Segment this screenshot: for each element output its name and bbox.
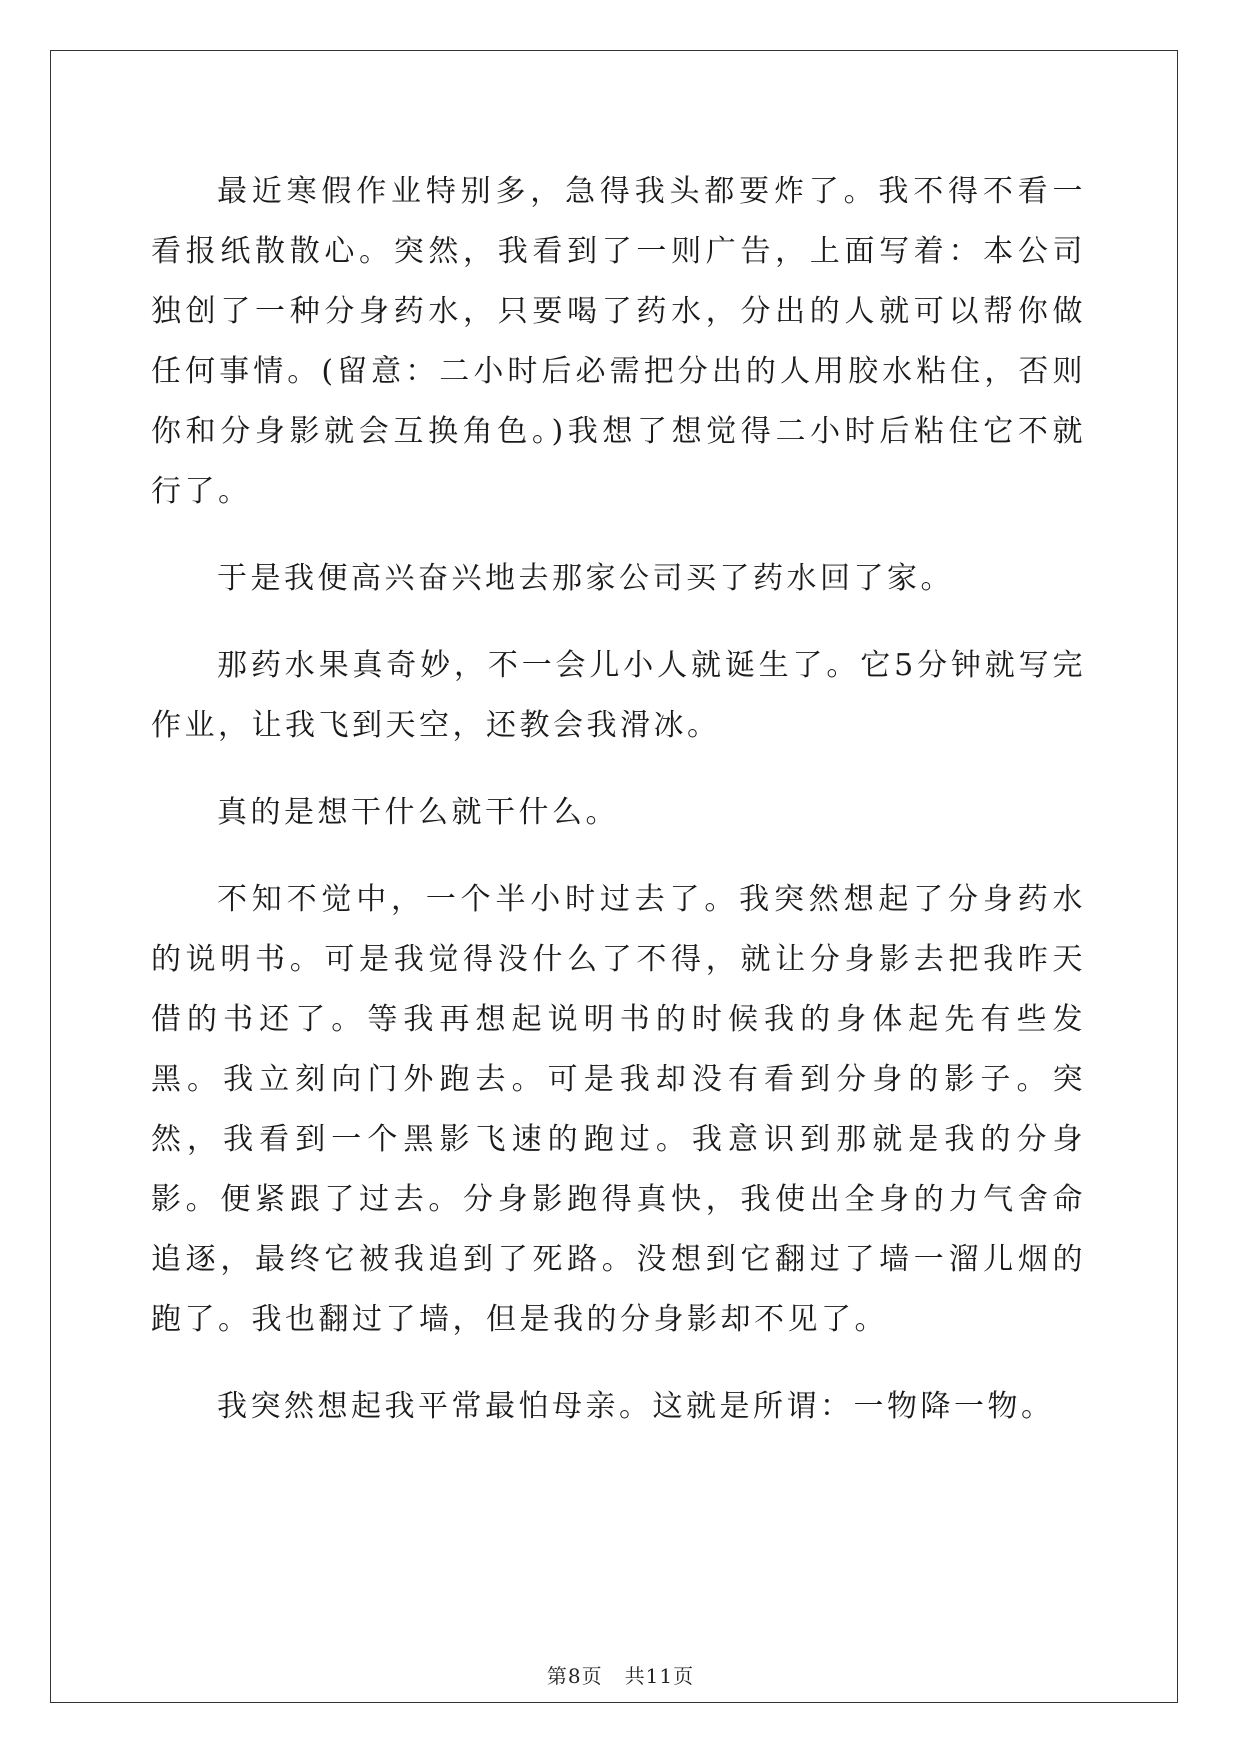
paragraph: 那药水果真奇妙，不一会儿小人就诞生了。它5分钟就写完作业，让我飞到天空，还教会我滑冰。 xyxy=(151,648,1086,743)
page-number-total: 共11页 xyxy=(624,1664,695,1688)
page-footer xyxy=(0,1660,1241,1689)
paragraph: 最近寒假作业特别多，急得我头都要炸了。我不得不看一看报纸散散心。突然，我看到了一则广告，上面写着：本公司独创了一种分身药水，只要喝了药水，分出的人就可以帮你做任何事情。(留意：二小时后必需把分出的人用胶水粘住，否则你和分身影就会互换角色。)我想了想觉得二小时后粘住它不就行了。 xyxy=(151,174,1086,509)
document-body xyxy=(151,162,1086,1464)
paragraph: 真的是想干什么就干什么。 xyxy=(217,795,619,830)
paragraph: 不知不觉中，一个半小时过去了。我突然想起了分身药水的说明书。可是我觉得没什么了不得，就让分身影去把我昨天借的书还了。等我再想起说明书的时候我的身体起先有些发黑。我立刻向门外跑去。可是我却没有看到分身的影子。突然，我看到一个黑影飞速的跑过。我意识到那就是我的分身影。便紧跟了过去。分身影跑得真快，我使出全身的力气舍命追逐，最终它被我追到了死路。没想到它翻过了墙一溜儿烟的跑了。我也翻过了墙，但是我的分身影却不见了。 xyxy=(151,882,1086,1337)
page-number-current: 第8页 xyxy=(546,1664,603,1688)
paragraph: 我突然想起我平常最怕母亲。这就是所谓：一物降一物。 xyxy=(217,1389,1055,1424)
paragraph: 于是我便高兴奋兴地去那家公司买了药水回了家。 xyxy=(217,561,954,596)
